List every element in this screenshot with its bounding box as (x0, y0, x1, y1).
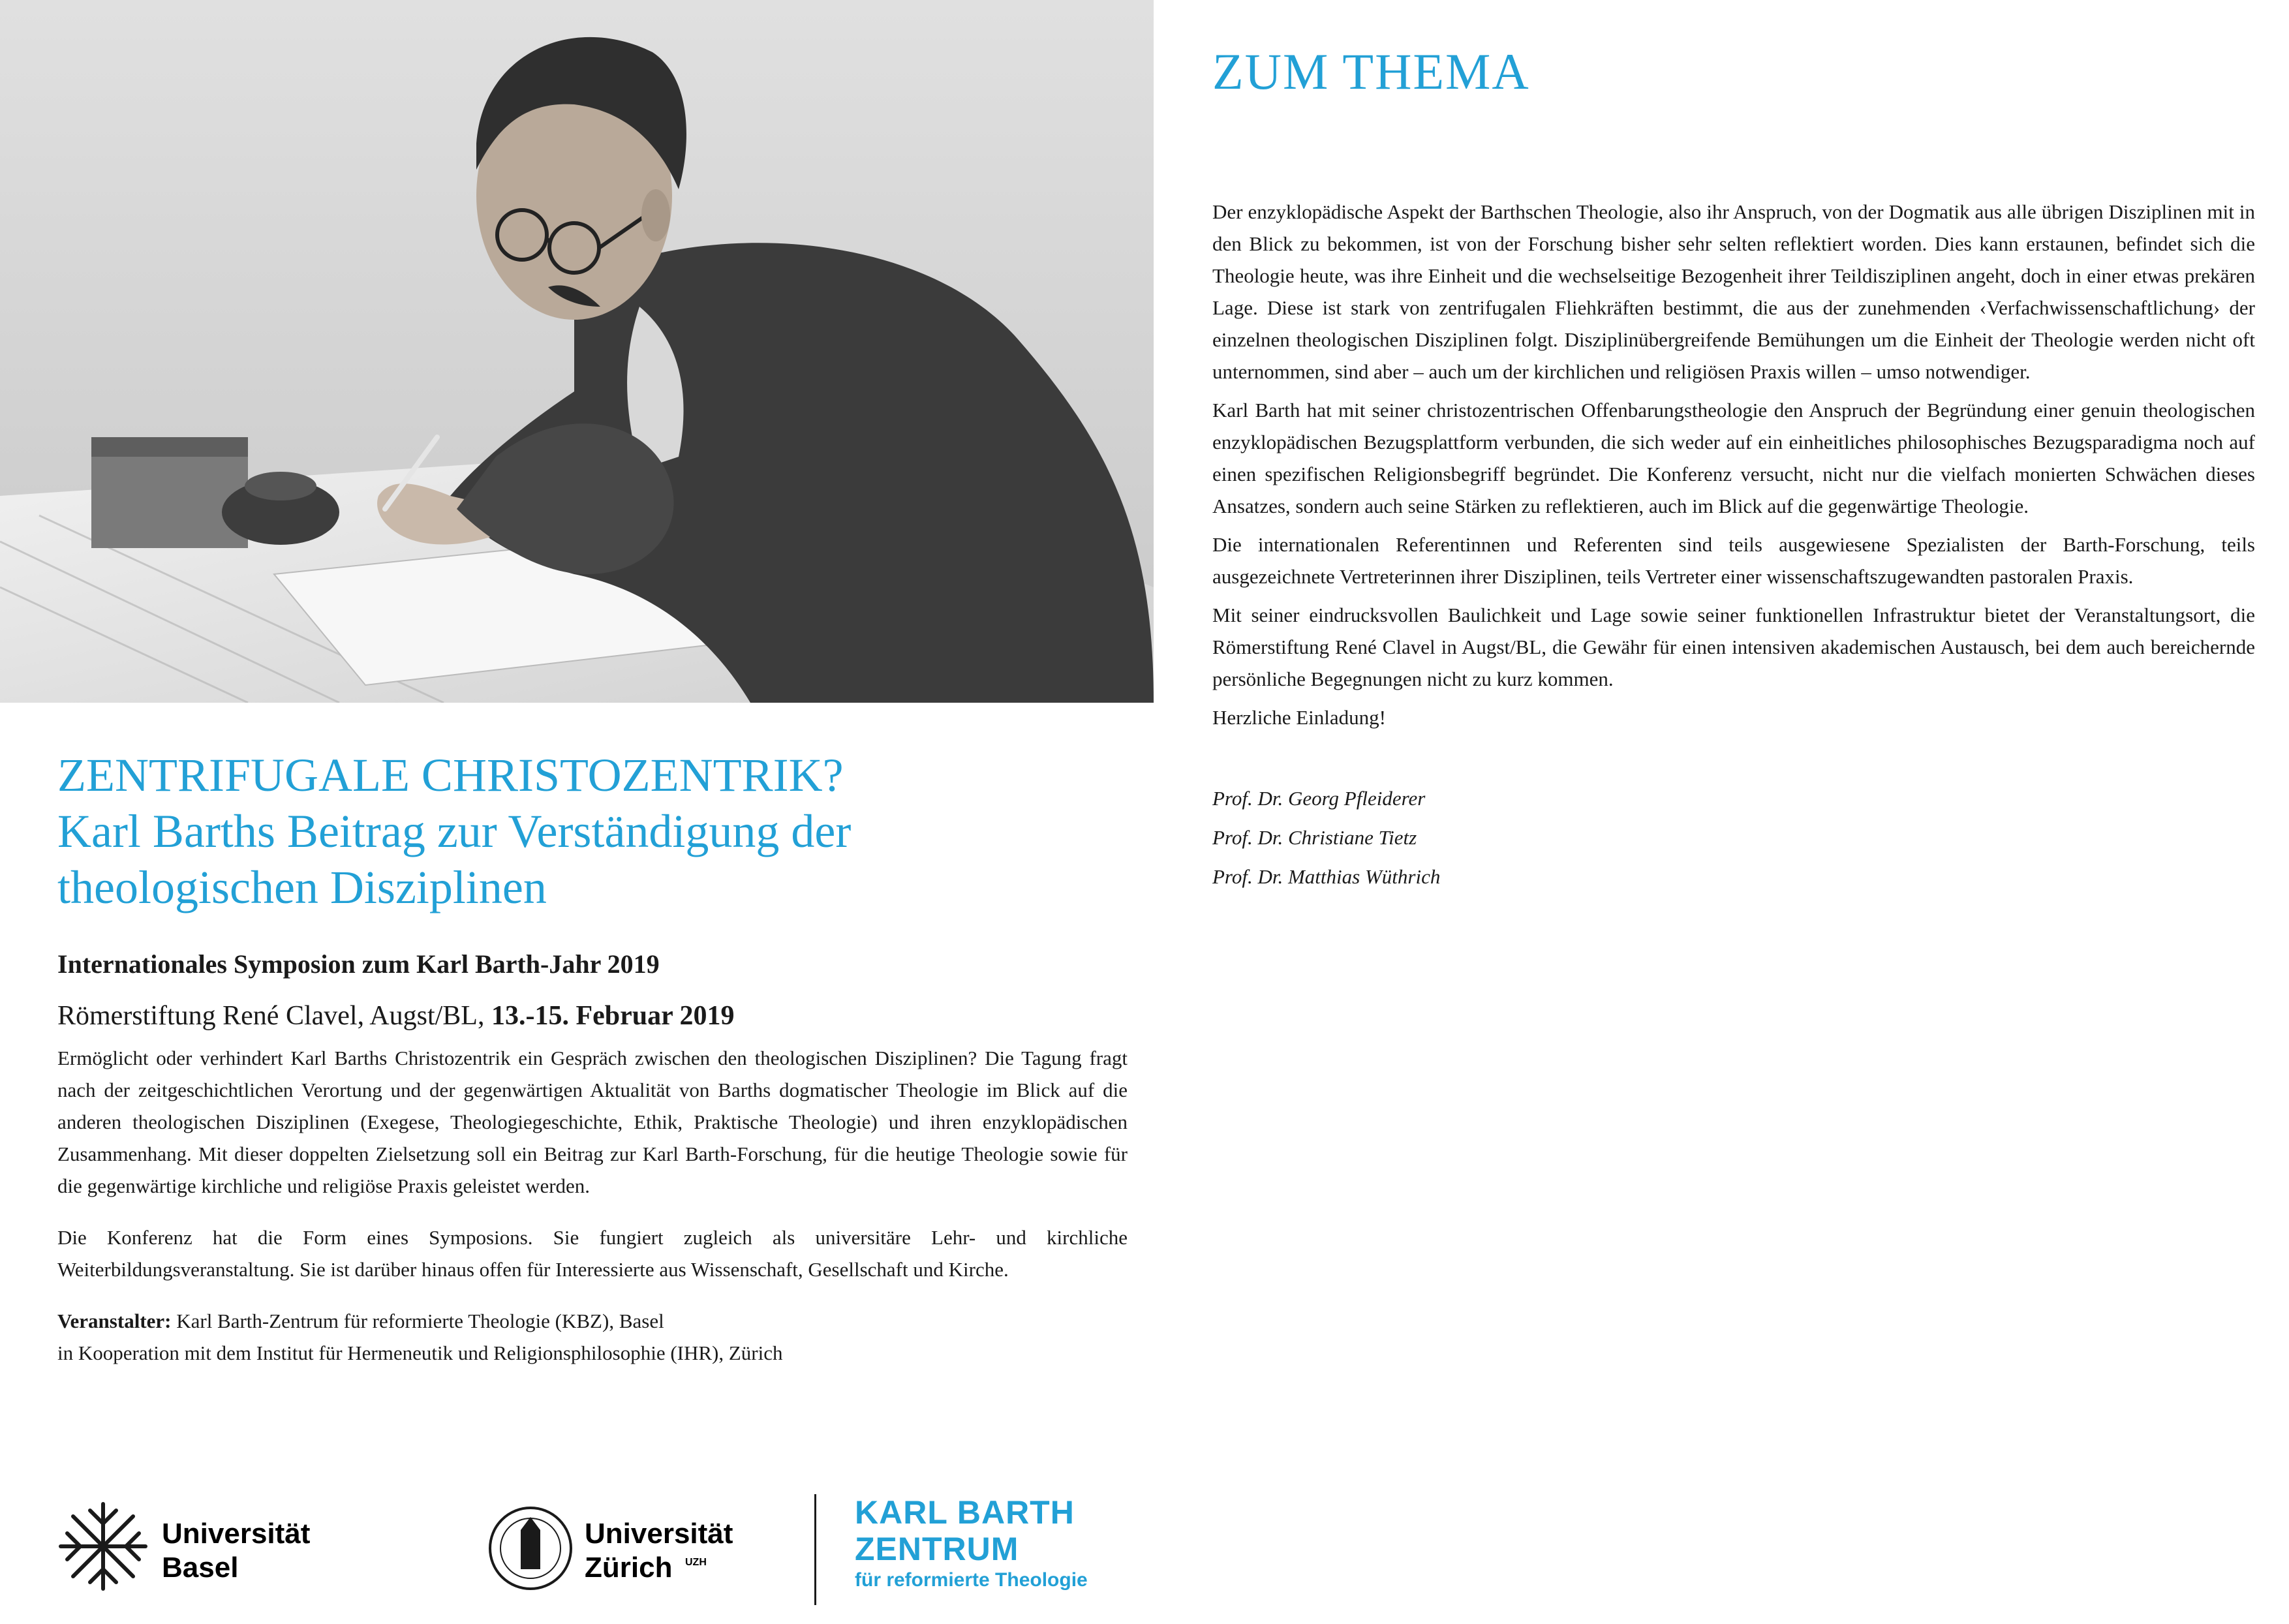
portrait-photo (0, 0, 1154, 703)
event-title-line-1: ZENTRIFUGALE CHRISTOZENTRIK? (57, 749, 844, 801)
topic-body (1212, 196, 2255, 733)
universitaet-basel-logo (57, 1497, 351, 1595)
organizer-block (57, 1305, 1128, 1369)
right-column (1212, 39, 2255, 896)
logo-divider (814, 1494, 816, 1605)
zurich-seal-icon (488, 1497, 788, 1602)
zurich-suffix: UZH (685, 1557, 707, 1568)
organizer-line-1: Karl Barth-Zentrum für reformierte Theologie (KBZ), Basel (171, 1310, 664, 1332)
venue-line (57, 999, 1128, 1033)
signers-list (1212, 779, 2255, 896)
topic-paragraph-4: Mit seiner eindrucksvollen Baulichkeit und Lage sowie seiner funktionellen Infrastruktur bietet der Veranstaltungsort, die Römerstiftung René Clavel in Augst/BL, die Gewähr für einen intensiven akademischen Austausch, bei dem auch bereichernde persönliche Begegnungen nicht zu kurz kommen. (1212, 604, 2255, 690)
universitaet-zuerich-logo (488, 1497, 788, 1602)
symposion-subtitle: Internationales Symposion zum Karl Barth-Jahr 2019 (57, 949, 660, 979)
signer-1: Prof. Dr. Georg Pfleiderer (1212, 787, 1426, 810)
organizer-line-2: in Kooperation mit dem Institut für Hermeneutik und Religionsphilosophie (IHR), Zürich (57, 1341, 783, 1364)
basel-line-2: Basel (162, 1552, 239, 1584)
section-title: ZUM THEMA (1212, 43, 1530, 100)
intro-paragraph-2: Die Konferenz hat die Form eines Symposions. Sie fungiert zugleich als universitäre Lehr- und kirchliche Weiterbildungsveranstaltung. Sie ist darüber hinaus offen für Interessierte aus Wissenschaft, Gesellschaft und Kirche. (57, 1226, 1128, 1281)
topic-paragraph-2: Karl Barth hat mit seiner christozentrischen Offenbarungstheologie den Anspruch der Begründung einer genuin theologischen enzyklopädischen Bezugsplattform verbunden, die sich weder auf ein einheitliches philosophisches Bezugsparadigma noch auf einen spezifischen Religionsbegriff begründet. Die Konferenz versucht, nicht nur die vielfach monierten Schwächen dieses Ansatzes, sondern auch seine Stärken zu reflektieren, auch im Blick auf die gegenwärtige Theologie. (1212, 399, 2255, 517)
event-title-line-3: theologischen Disziplinen (57, 861, 547, 913)
venue-text: Römerstiftung René Clavel, Augst/BL, (57, 1001, 491, 1031)
basel-line-1: Universität (162, 1518, 311, 1550)
event-title-line-2: Karl Barths Beitrag zur Verständigung der (57, 805, 852, 857)
zurich-line-1: Universität (585, 1518, 733, 1550)
topic-paragraph-1: Der enzyklopädische Aspekt der Barthschen Theologie, also ihr Anspruch, von der Dogmatik aus alle übrigen Disziplinen mit in den Blick zu bekommen, ist von der Forschung bisher sehr selten reflektiert worden. Dies kann erstaunen, befindet sich die Theologie heute, was ihre Einheit und die wechselseitige Bezogenheit ihrer Teildisziplinen angeht, doch in einer etwas prekären Lage. Diese ist stark von zentrifugalen Fliehkräften bestimmt, die aus der zunehmenden ‹Verfachwissenschaftlichung› der einzelnen theologischen Disziplinen folgt. Disziplinübergreifende Bemühungen um die Einheit der Theologie werden nicht oft unternommen, sind aber – auch um der kirchlichen und religiösen Praxis willen – umso notwendiger. (1212, 200, 2255, 383)
portrait-illustration (0, 0, 1154, 703)
kbz-line-2: ZENTRUM (855, 1531, 1019, 1567)
signer-2: Prof. Dr. Christiane Tietz (1212, 826, 1417, 849)
left-column (57, 747, 1128, 1369)
kbz-line-3: für reformierte Theologie (855, 1569, 1088, 1591)
zurich-line-2: Zürich (585, 1552, 673, 1584)
topic-paragraph-3: Die internationalen Referentinnen und Referenten sind teils ausgewiesene Spezialisten der Barth-Forschung, teils ausgezeichnete Vertreterinnen ihrer Disziplinen, teils Vertreter einer wissenschaftszugewandten pastoralen Praxis. (1212, 533, 2255, 588)
karl-barth-zentrum-logo (855, 1494, 1142, 1593)
basel-star-icon (57, 1497, 351, 1595)
closing-greeting: Herzliche Einladung! (1212, 706, 1386, 729)
organizer-label: Veranstalter: (57, 1310, 172, 1332)
event-dates: 13.-15. Februar 2019 (491, 1001, 735, 1031)
kbz-line-1: KARL BARTH (855, 1494, 1075, 1531)
logo-bar (57, 1494, 1167, 1605)
event-title (57, 747, 1128, 915)
signer-3: Prof. Dr. Matthias Wüthrich (1212, 865, 1441, 888)
intro-paragraph-1: Ermöglicht oder verhindert Karl Barths Christozentrik ein Gespräch zwischen den theologischen Disziplinen? Die Tagung fragt nach der zeitgeschichtlichen Verortung und der gegenwärtigen Aktualität von Barths dogmatischer Theologie im Blick auf die anderen theologischen Disziplinen (Exegese, Theologiegeschichte, Ethik, Praktische Theologie) und ihren enzyklopädischen Zusammenhang. Mit dieser doppelten Zielsetzung soll ein Beitrag zur Karl Barth-Forschung, für die heutige Theologie sowie für die gegenwärtige kirchliche und religiöse Praxis geleistet werden. (57, 1047, 1128, 1197)
